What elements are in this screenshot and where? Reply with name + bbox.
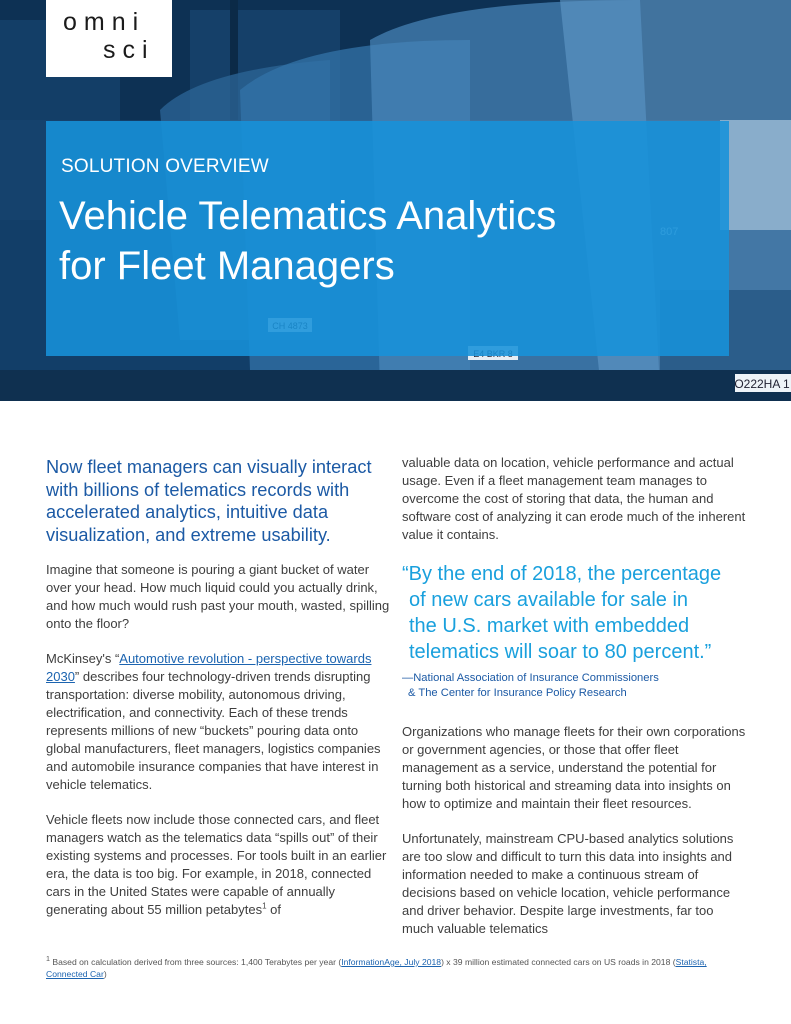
title-line-2: for Fleet Managers — [59, 244, 395, 288]
attribution-line-2: & The Center for Insurance Policy Research — [408, 687, 627, 699]
omnisci-logo[interactable] — [46, 0, 172, 77]
logo-line-1: omni — [63, 8, 146, 36]
quote-line-1: “By the end of 2018, the percentage — [402, 563, 722, 585]
informationage-link[interactable]: InformationAge, July 2018 — [341, 956, 442, 967]
lead-paragraph: Now fleet managers can visually interact with billions of telematics records with accelerated analytics, intuitive data visualization, and extreme usability. — [46, 457, 372, 545]
fleets-text: Vehicle fleets now include those connected cars, and fleet managers watch as the telematics data “spills out” of their existing systems and processes. For tools built in an earlier era, the data is too big. For example, in 2018, connected cars in the United States were capable of annually generating about 55 million petabytes — [46, 812, 387, 917]
paragraph-bucket: Imagine that someone is pouring a giant bucket of water over your head. How much liquid could you actually drink, and how much would rush past your mouth, wasted, spilling onto the floor? — [46, 562, 390, 631]
eyebrow-label: SOLUTION OVERVIEW — [61, 156, 269, 177]
paragraph-cpu-analytics: Unfortunately, mainstream CPU-based analytics solutions are too slow and difficult to turn this data into insights and information needed to make a continuous stream of decisions based on vehicle location, vehicle performance and driver behavior. Despite large investments, far too much valuable telematics — [402, 831, 734, 936]
quote-line-4: telematics will soar to 80 percent.” — [409, 641, 712, 663]
footnote-mid: ) x 39 million estimated connected cars on US roads in 2018 ( — [441, 956, 676, 967]
footnote-post: ) — [103, 968, 107, 979]
footnote-number: 1 — [46, 955, 50, 963]
quote-attribution — [402, 671, 747, 701]
left-column — [46, 456, 391, 936]
paragraph-fleets — [46, 811, 391, 919]
paragraph-mckinsey — [46, 650, 391, 794]
mckinsey-pre: McKinsey's “ — [46, 651, 120, 666]
footnote — [46, 953, 746, 980]
statista-link[interactable]: Statista, Connected Car — [46, 956, 707, 979]
title-panel — [46, 121, 729, 356]
quote-line-2: of new cars available for sale in — [409, 589, 689, 611]
attribution-line-1: —National Association of Insurance Commissioners — [402, 672, 659, 684]
plate-3: O222HA 1 — [734, 377, 790, 391]
pull-quote — [402, 561, 747, 665]
logo-line-2: sci — [103, 36, 155, 64]
page-title — [59, 191, 719, 291]
paragraph-valuable-data: valuable data on location, vehicle performance and actual usage. Even if a fleet management team manages to overcome the cost of storing that data, the human and software cost of analyzing it can erode much of the inherent value it contains. — [402, 455, 746, 542]
right-column — [402, 454, 747, 955]
footnote-pre: Based on calculation derived from three sources: 1,400 Terabytes per year ( — [49, 956, 342, 967]
fleets-text-end: of — [266, 902, 282, 917]
quote-line-3: the U.S. market with embedded — [409, 615, 690, 637]
hero-banner — [0, 0, 791, 401]
footnote-marker[interactable]: 1 — [262, 901, 267, 911]
mckinsey-post: ” describes four technology-driven trends disrupting transportation: diverse mobility, autonomous driving, electrification, and connectivity. Each of these trends represents millions of new “buckets” pouring data onto global manufacturers, fleet managers, logistics companies and automobile insurance companies that have interest in vehicle telematics. — [46, 669, 381, 792]
title-line-1: Vehicle Telematics Analytics — [59, 194, 557, 238]
paragraph-organizations: Organizations who manage fleets for their own corporations or government agencies, or those that offer fleet management as a service, understand the potential for turning both historical and streaming data into insights on how to optimize and maintain their fleet resources. — [402, 724, 746, 811]
mckinsey-report-link[interactable]: Automotive revolution - perspective towards 2030 — [46, 651, 372, 684]
